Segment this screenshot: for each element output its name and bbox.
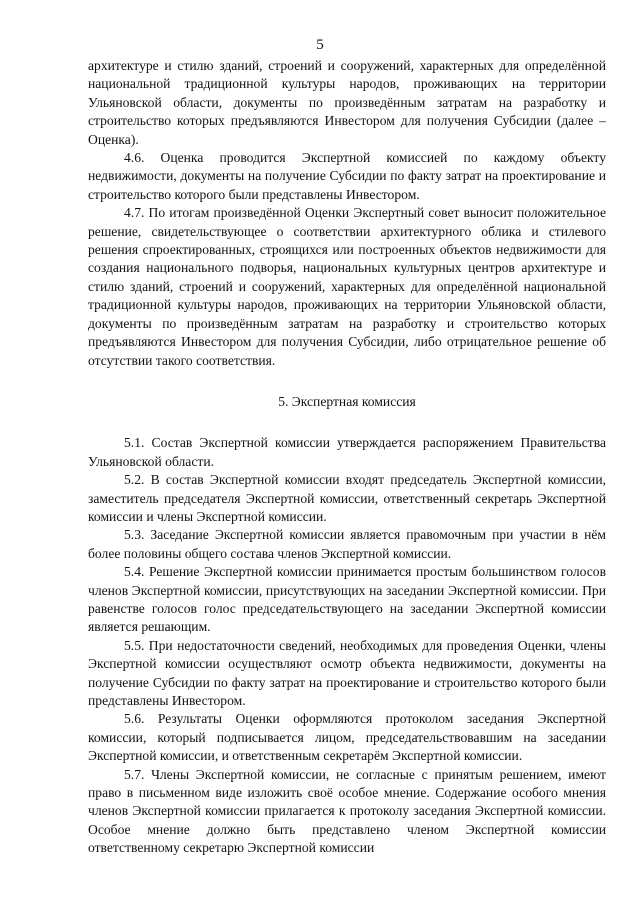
paragraph-clause-5-3: 5.3. Заседание Экспертной комиссии является правомочным при участии в нём более половины общего состава членов Экспертной комиссии.: [88, 527, 606, 561]
page-number: 5: [316, 37, 324, 53]
paragraph-clause-5-4: 5.4. Решение Экспертной комиссии принимается простым большинством голосов членов Экспертной комиссии, присутствующих на заседании Экспертной комиссии. При равенстве голосов голос председательствующего на заседании Экспертной комиссии является решающим.: [88, 564, 606, 635]
paragraph-section4-continuation: архитектуре и стилю зданий, строений и сооружений, характерных для определённой национальной традиционной культуры народов, проживающих на территории Ульяновской области, документы по произведённым затратам на разработку и строительство которых предъявляются Инвестором для получения Субсидии (далее – Оценка).: [88, 58, 606, 147]
section-heading-5: 5. Экспертная комиссия: [278, 393, 416, 409]
paragraph-clause-5-7: 5.7. Члены Экспертной комиссии, не согласные с принятым решением, имеют право в письменном виде изложить своё особое мнение. Содержание особого мнения членов Экспертной комиссии прилагается к протоколу заседания Экспертной комиссии. Особое мнение должно быть представлено членом Экспертной комиссии ответственному секретарю Экспертной комиссии: [88, 766, 606, 856]
paragraph-clause-5-2: 5.2. В состав Экспертной комиссии входят председатель Экспертной комиссии, заместитель председателя Экспертной комиссии, ответственный секретарь Экспертной комиссии и члены Экспертной комиссии.: [88, 472, 606, 524]
paragraph-clause-4-6: 4.6. Оценка проводится Экспертной комиссией по каждому объекту недвижимости, документы на получение Субсидии по факту затрат на проектирование и строительство которого были представлены Инвестором.: [88, 150, 606, 202]
paragraph-clause-5-1: 5.1. Состав Экспертной комиссии утверждается распоряжением Правительства Ульяновской области.: [88, 435, 606, 469]
paragraph-clause-5-5: 5.5. При недостаточности сведений, необходимых для проведения Оценки, члены Экспертной комиссии осуществляют осмотр объекта недвижимости, документы на получение Субсидии по факту затрат на проектирование и строительство которого были представлены Инвестором.: [88, 637, 606, 708]
paragraph-clause-4-7: 4.7. По итогам произведённой Оценки Экспертный совет выносит положительное решение, свидетельствующее о соответствии архитектурного облика и стилевого решения спроектированных, строящихся или построенных объектов недвижимости для создания национального подворья, национальных культурных центров архитектуре и стилю зданий, строений и сооружений, характерных для определённой национальной традиционной культуры народов, проживающих на территории Ульяновской области, документы по произведённым затратам на разработку и строительство которых предъявляются Инвестором для получения Субсидии, либо отрицательное решение об отсутствии такого соответствия.: [88, 205, 606, 368]
document-body: [88, 57, 606, 858]
paragraph-clause-5-6: 5.6. Результаты Оценки оформляются протоколом заседания Экспертной комиссии, который подписывается лицом, председательствовавшим на заседании Экспертной комиссии, и ответственным секретарём Экспертной комиссии.: [88, 711, 606, 764]
